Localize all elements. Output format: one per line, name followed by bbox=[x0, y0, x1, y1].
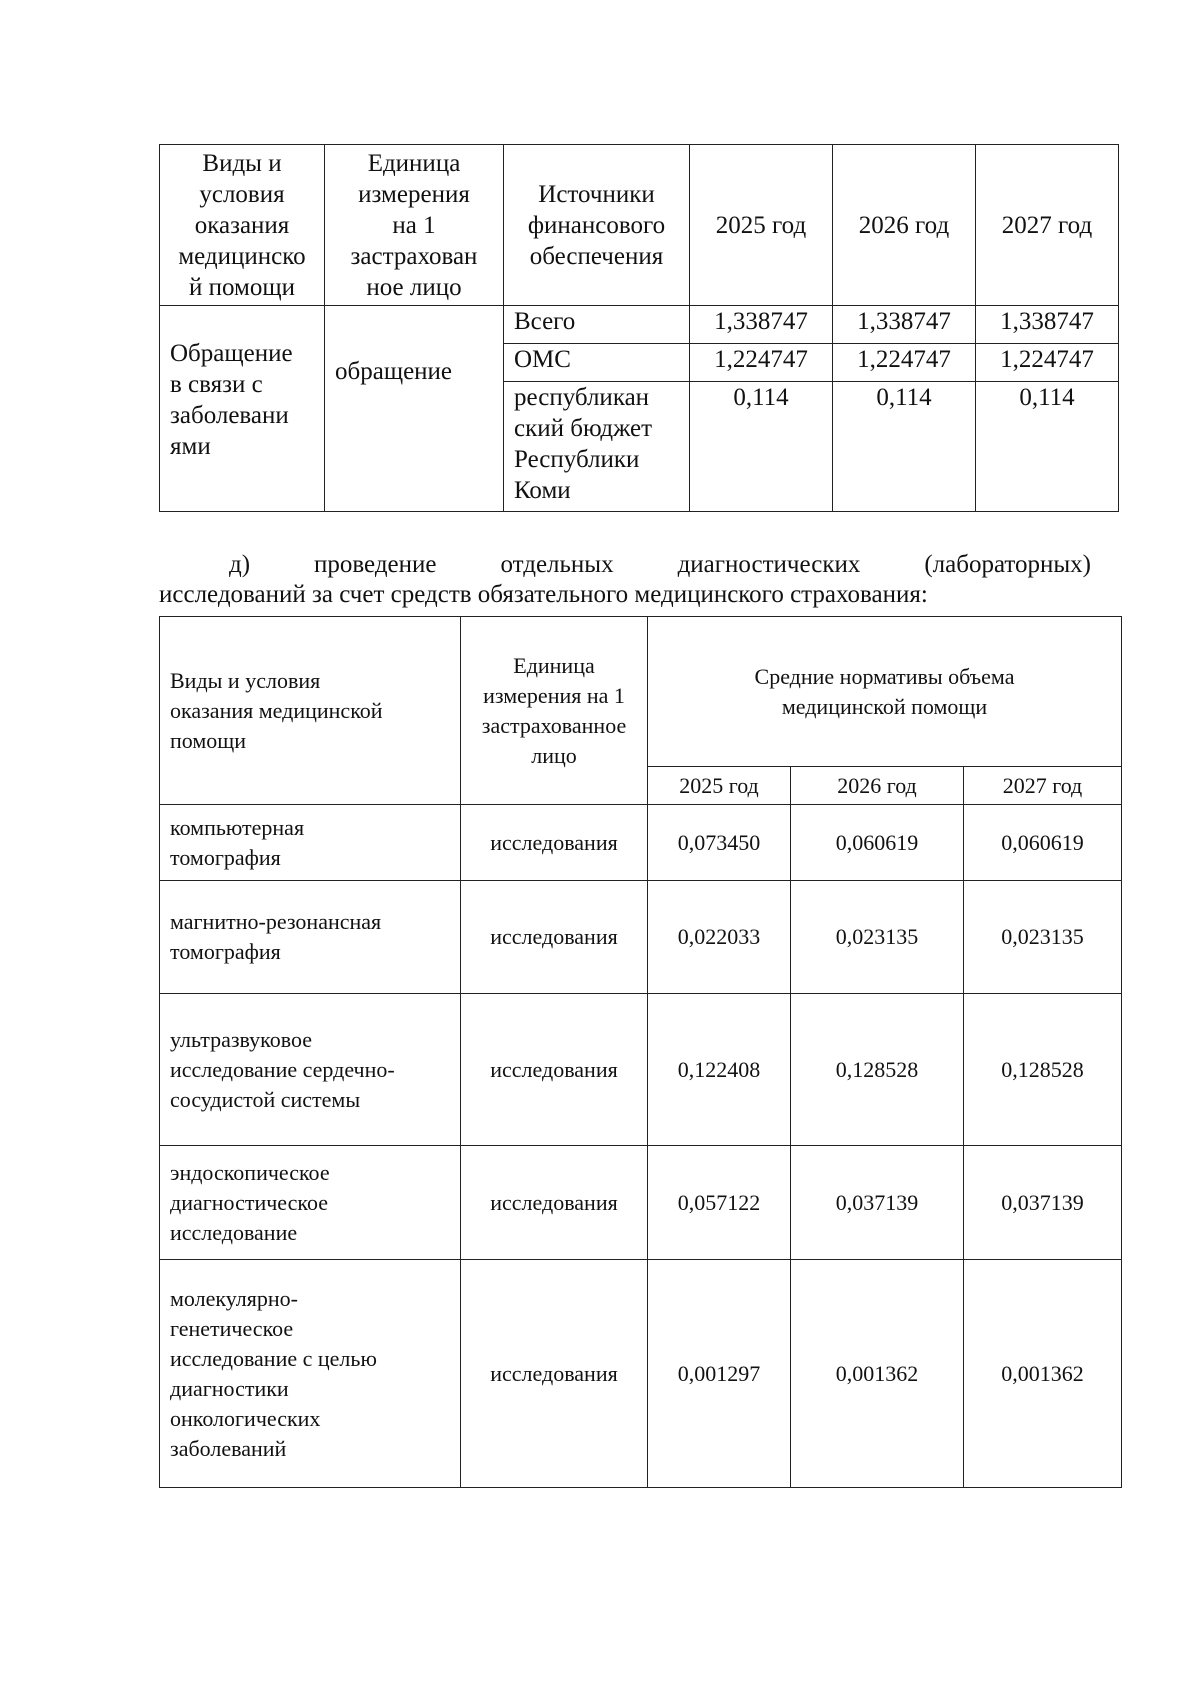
source-cell: ОМС bbox=[504, 344, 690, 382]
financing-table bbox=[159, 144, 1119, 512]
header-type: Виды и условия оказания медицинской помощи bbox=[160, 617, 461, 805]
header-year-2026: 2026 год bbox=[791, 767, 964, 805]
header-type: Виды и условия оказания медицинско й помощи bbox=[160, 145, 325, 306]
header-unit: Единица измерения на 1 застрахован ное лицо bbox=[325, 145, 504, 306]
value-cell: 0,060619 bbox=[964, 805, 1122, 881]
source-cell: республикан ский бюджет Республики Коми bbox=[504, 382, 690, 512]
unit-cell: исследования bbox=[461, 1146, 648, 1260]
value-cell: 1,224747 bbox=[976, 344, 1119, 382]
header-year-2027: 2027 год bbox=[964, 767, 1122, 805]
paragraph-line-2: исследований за счет средств обязательного медицинского страхования: bbox=[159, 581, 928, 608]
value-cell: 0,114 bbox=[976, 382, 1119, 512]
paragraph-line-1: д) проведение отдельных диагностических (лабораторных) bbox=[229, 551, 1091, 578]
table-row bbox=[160, 805, 1122, 881]
value-cell: 0,114 bbox=[690, 382, 833, 512]
table-row bbox=[160, 1260, 1122, 1488]
value-cell: 1,338747 bbox=[833, 306, 976, 344]
header-year-2027: 2027 год bbox=[976, 145, 1119, 306]
source-cell: Всего bbox=[504, 306, 690, 344]
table-row bbox=[160, 994, 1122, 1146]
value-cell: 0,001362 bbox=[791, 1260, 964, 1488]
table-row bbox=[160, 306, 1119, 344]
header-year-2025: 2025 год bbox=[648, 767, 791, 805]
value-cell: 0,037139 bbox=[964, 1146, 1122, 1260]
value-cell: 0,073450 bbox=[648, 805, 791, 881]
header-unit: Единица измерения на 1 застрахованное лицо bbox=[461, 617, 648, 805]
header-year-2026: 2026 год bbox=[833, 145, 976, 306]
value-cell: 0,001297 bbox=[648, 1260, 791, 1488]
value-cell: 0,057122 bbox=[648, 1146, 791, 1260]
unit-cell: исследования bbox=[461, 805, 648, 881]
header-source: Источники финансового обеспечения bbox=[504, 145, 690, 306]
care-type-cell: компьютерная томография bbox=[160, 805, 461, 881]
table-row bbox=[160, 881, 1122, 994]
value-cell: 0,060619 bbox=[791, 805, 964, 881]
value-cell: 0,122408 bbox=[648, 994, 791, 1146]
care-type-cell: эндоскопическое диагностическое исследование bbox=[160, 1146, 461, 1260]
value-cell: 0,128528 bbox=[964, 994, 1122, 1146]
value-cell: 1,338747 bbox=[690, 306, 833, 344]
table-header-row bbox=[160, 145, 1119, 306]
table-row bbox=[160, 1146, 1122, 1260]
value-cell: 0,023135 bbox=[791, 881, 964, 994]
value-cell: 0,114 bbox=[833, 382, 976, 512]
value-cell: 1,338747 bbox=[976, 306, 1119, 344]
header-norms-group: Средние нормативы объема медицинской помощи bbox=[648, 617, 1122, 767]
value-cell: 1,224747 bbox=[690, 344, 833, 382]
value-cell: 1,224747 bbox=[833, 344, 976, 382]
section-paragraph bbox=[159, 550, 1091, 610]
table-header-row bbox=[160, 617, 1122, 767]
care-type-cell: ультразвуковое исследование сердечно- сосудистой системы bbox=[160, 994, 461, 1146]
value-cell: 0,128528 bbox=[791, 994, 964, 1146]
value-cell: 0,001362 bbox=[964, 1260, 1122, 1488]
unit-cell: исследования bbox=[461, 1260, 648, 1488]
unit-cell: исследования bbox=[461, 881, 648, 994]
care-type-cell: магнитно-резонансная томография bbox=[160, 881, 461, 994]
value-cell: 0,022033 bbox=[648, 881, 791, 994]
value-cell: 0,023135 bbox=[964, 881, 1122, 994]
value-cell: 0,037139 bbox=[791, 1146, 964, 1260]
unit-cell: исследования bbox=[461, 994, 648, 1146]
header-year-2025: 2025 год bbox=[690, 145, 833, 306]
care-type-cell: молекулярно- генетическое исследование с целью диагностики онкологических заболеваний bbox=[160, 1260, 461, 1488]
care-type-cell: Обращение в связи с заболевани ями bbox=[160, 306, 325, 512]
unit-cell: обращение bbox=[325, 306, 504, 512]
diagnostics-table bbox=[159, 616, 1122, 1488]
